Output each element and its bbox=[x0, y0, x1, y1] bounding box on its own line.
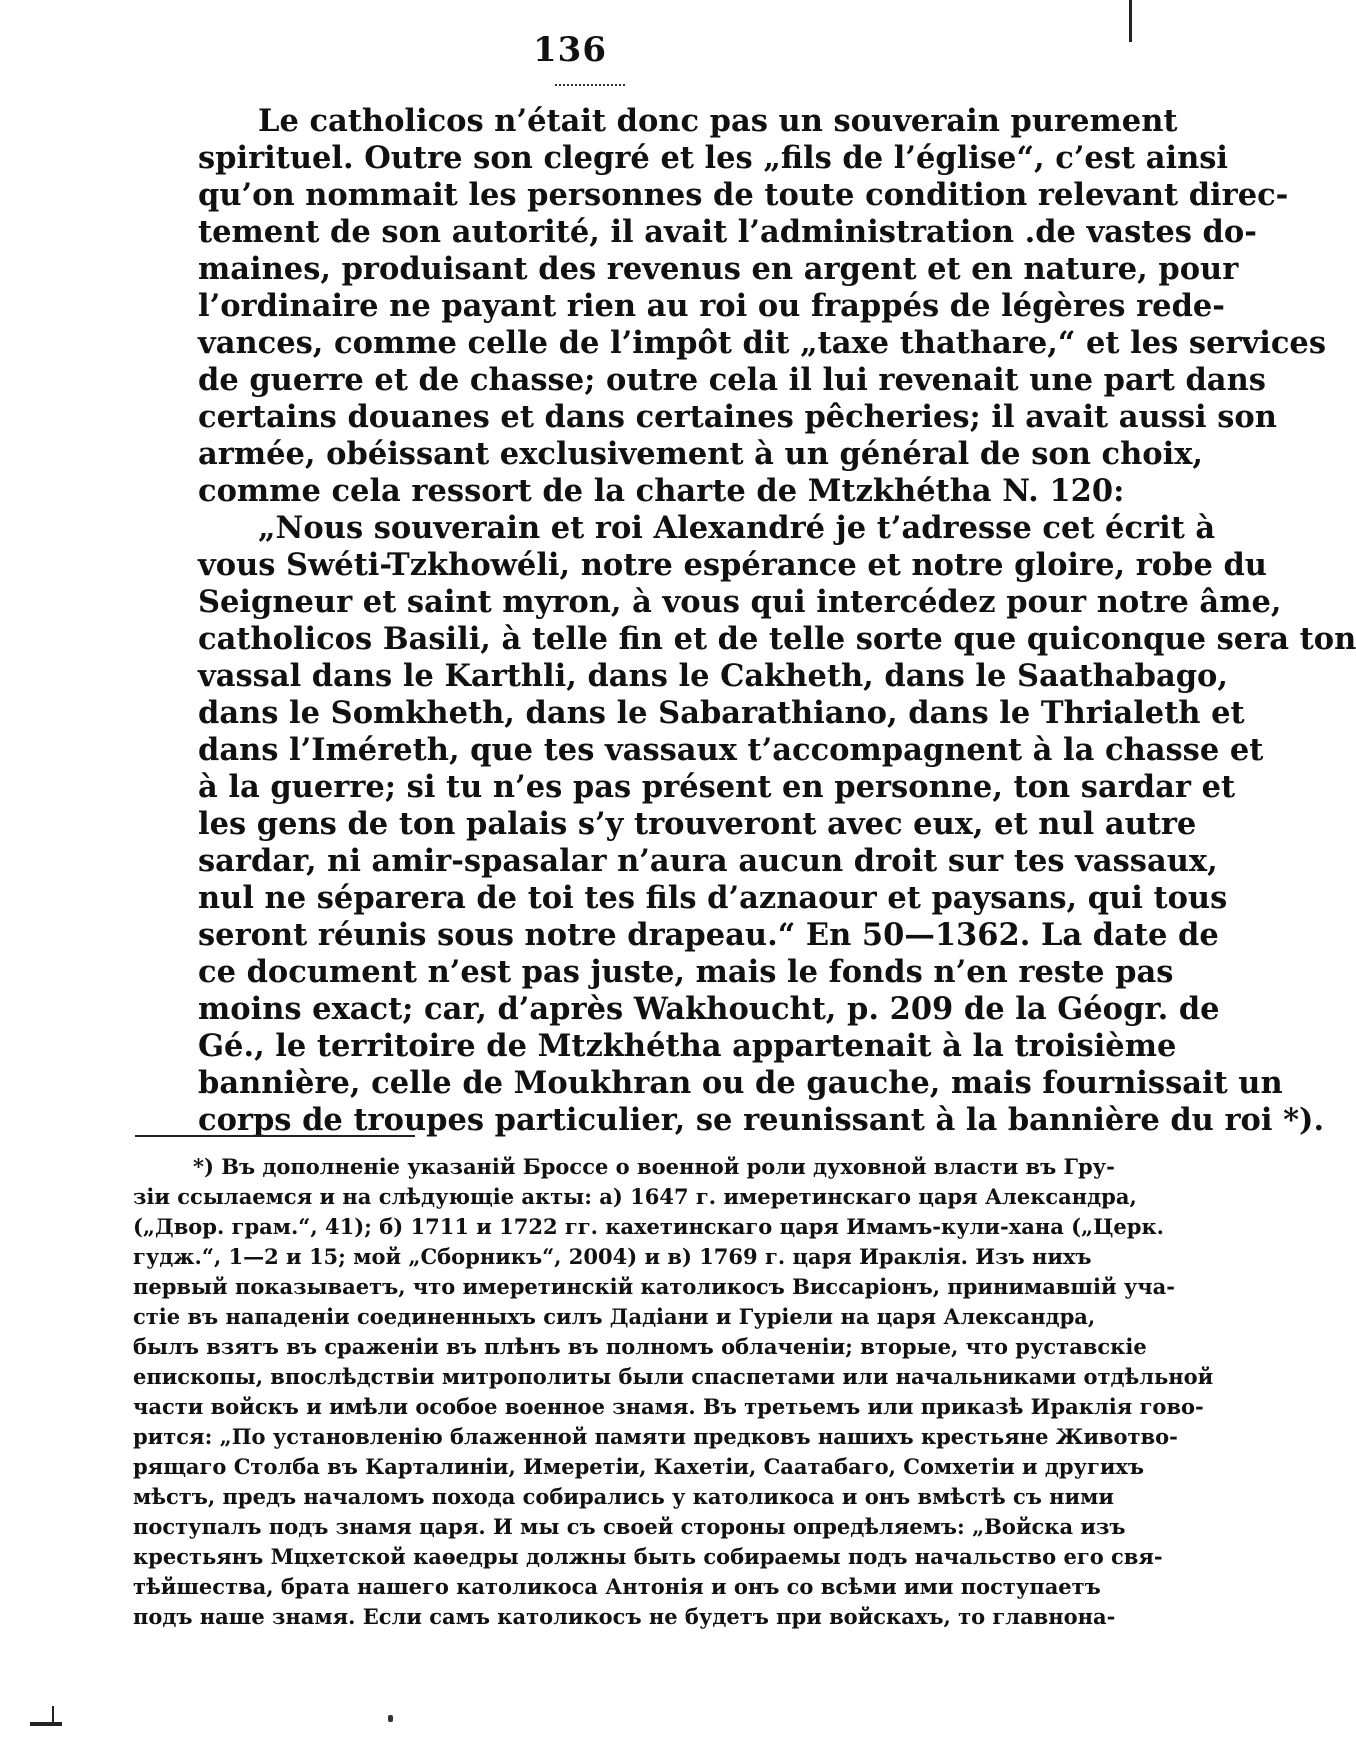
text-line: ce document n’est pas juste, mais le fonds n’en reste pas bbox=[198, 954, 1174, 990]
scan-corner-mark bbox=[30, 1722, 62, 1726]
scan-speck bbox=[388, 1715, 393, 1722]
footnote-block bbox=[133, 1152, 1214, 1632]
quote-line: dans le Somkheth, dans le Sabarathiano, dans le Thrialeth et bbox=[198, 695, 1245, 731]
text-line: seront réunis sous notre drapeau.“ En 50—1362. La date de bbox=[198, 917, 1219, 953]
text-line: certains douanes et dans certaines pêcheries; il avait aussi son bbox=[198, 399, 1277, 435]
footnote-line: первый показываетъ, что имеретинскій католикосъ Виссаріонъ, принимавшій уча- bbox=[133, 1274, 1175, 1299]
text-line: spirituel. Outre son clegré et les „fils de l’église“, c’est ainsi bbox=[198, 140, 1229, 176]
page-number: 136 bbox=[533, 30, 607, 70]
footnote-line: поступалъ подъ знамя царя. И мы съ своей стороны опредѣляемъ: „Войска изъ bbox=[133, 1514, 1126, 1539]
quote-line: catholicos Basili, à telle fin et de telle sorte que quiconque sera ton bbox=[198, 621, 1356, 657]
quote-line: „Nous souverain et roi Alexandré je t’adresse cet écrit à bbox=[258, 510, 1216, 546]
text-line: bannière, celle de Moukhran ou de gauche, mais fournissait un bbox=[198, 1065, 1283, 1101]
footnote-line: тѣйшества, брата нашего католикоса Антонія и онъ со всѣми ими поступаетъ bbox=[133, 1574, 1101, 1599]
footnote-line: мѣстъ, предъ началомъ похода собирались у католикоса и онъ вмѣстѣ съ ними bbox=[133, 1484, 1114, 1509]
text-line: de guerre et de chasse; outre cela il lui revenait une part dans bbox=[198, 362, 1266, 398]
text-line: corps de troupes particulier, se reunissant à la bannière du roi *). bbox=[198, 1102, 1325, 1138]
text-line: vances, comme celle de l’impôt dit „taxe thathare,“ et les services bbox=[198, 325, 1327, 361]
quote-line: Seigneur et saint myron, à vous qui intercédez pour notre âme, bbox=[198, 584, 1282, 620]
quote-line: vassal dans le Karthli, dans le Cakheth, dans le Saathabago, bbox=[198, 658, 1229, 694]
footnote-line: епископы, впослѣдствіи митрополиты были спаспетами или начальниками отдѣльной bbox=[133, 1364, 1214, 1389]
page-number-ornament bbox=[555, 80, 625, 86]
footnote-line: былъ взятъ въ сраженіи въ плѣнъ въ полномъ облаченіи; вторые, что руставскіе bbox=[133, 1334, 1147, 1359]
footnote-line: рящаго Столба въ Карталиніи, Имеретіи, Кахетіи, Саатабаго, Сомхетіи и другихъ bbox=[133, 1454, 1145, 1479]
quote-line: nul ne séparera de toi tes fils d’aznaour et paysans, qui tous bbox=[198, 880, 1228, 916]
text-line: tement de son autorité, il avait l’administration .de vastes do- bbox=[198, 214, 1257, 250]
quote-line: dans l’Iméreth, que tes vassaux t’accompagnent à la chasse et bbox=[198, 732, 1264, 768]
footnote-line: подъ наше знамя. Если самъ католикосъ не будетъ при войскахъ, то главнона- bbox=[133, 1604, 1116, 1629]
main-text-block bbox=[198, 103, 1356, 1139]
footnote-line: гудж.“, 1—2 и 15; мой „Сборникъ“, 2004) и в) 1769 г. царя Ираклія. Изъ нихъ bbox=[133, 1244, 1092, 1269]
footnote-line: части войскъ и имѣли особое военное знамя. Въ третьемъ или приказѣ Ираклія гово- bbox=[133, 1394, 1204, 1419]
text-line: comme cela ressort de la charte de Mtzkhétha N. 120: bbox=[198, 473, 1125, 509]
footnote-line: („Двор. грам.“, 41); б) 1711 и 1722 гг. кахетинскаго царя Имамъ-кули-хана („Церк. bbox=[133, 1214, 1164, 1239]
footnote-line: *) Въ дополненіе указаній Броссе о военной роли духовной власти въ Гру- bbox=[193, 1154, 1115, 1179]
quote-line: sardar, ni amir-spasalar n’aura aucun droit sur tes vassaux, bbox=[198, 843, 1218, 879]
text-line: moins exact; car, d’après Wakhoucht, p. 209 de la Géogr. de bbox=[198, 991, 1220, 1027]
quote-line: les gens de ton palais s’y trouveront avec eux, et nul autre bbox=[198, 806, 1197, 842]
footnote-separator bbox=[135, 1135, 415, 1137]
footnote-line: зіи ссылаемся и на слѣдующіе акты: а) 1647 г. имеретинскаго царя Александра, bbox=[133, 1184, 1137, 1209]
text-line: maines, produisant des revenus en argent et en nature, pour bbox=[198, 251, 1239, 287]
footnote-line: крестьянъ Мцхетской каѳедры должны быть собираемы подъ начальство его свя- bbox=[133, 1544, 1163, 1569]
text-line: Gé., le territoire de Mtzkhétha appartenait à la troisième bbox=[198, 1028, 1177, 1064]
footnote-line: стіе въ нападеніи соединенныхъ силъ Дадіани и Гуріели на царя Александра, bbox=[133, 1304, 1096, 1329]
text-line: armée, obéissant exclusivement à un général de son choix, bbox=[198, 436, 1203, 472]
text-line: qu’on nommait les personnes de toute condition relevant direc- bbox=[198, 177, 1289, 213]
quote-line: à la guerre; si tu n’es pas présent en personne, ton sardar et bbox=[198, 769, 1236, 805]
text-line: l’ordinaire ne payant rien au roi ou frappés de légères rede- bbox=[198, 288, 1225, 324]
text-line: Le catholicos n’était donc pas un souverain purement bbox=[258, 103, 1178, 139]
footnote-line: рится: „По установленію блаженной памяти предковъ нашихъ крестьяне Животво- bbox=[133, 1424, 1178, 1449]
quote-line: vous Swéti-Tzkhowéli, notre espérance et notre gloire, robe du bbox=[198, 547, 1267, 583]
